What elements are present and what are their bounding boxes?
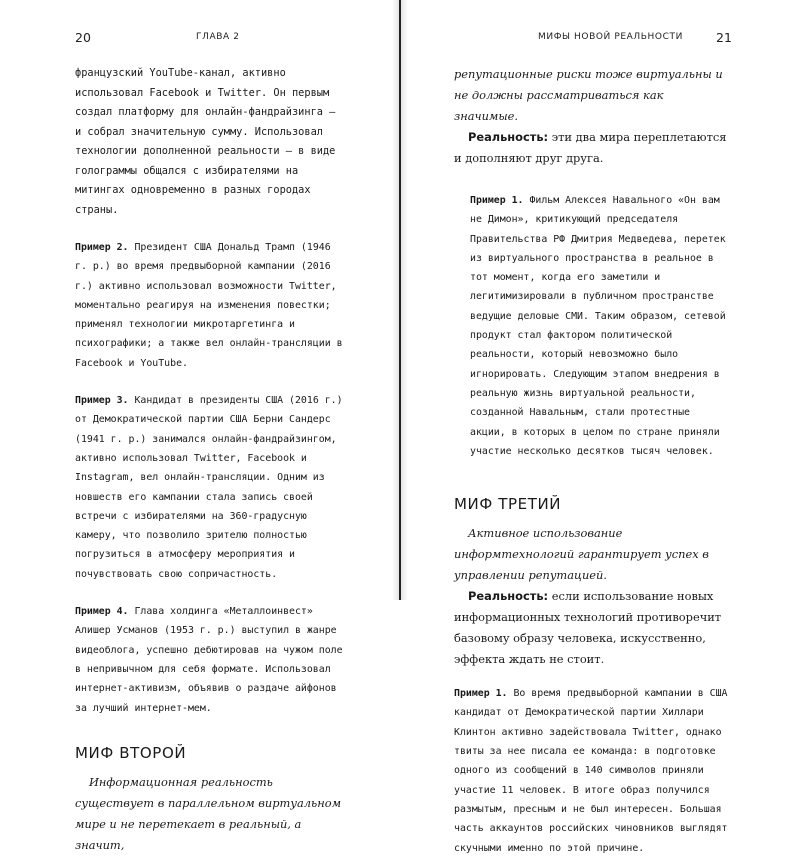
reality-1-label: Реальность: — [468, 130, 549, 144]
example-1b-label: Пример 1. — [454, 688, 508, 700]
gutter-divider — [399, 0, 401, 600]
right-running-title: МИФЫ НОВОЙ РЕАЛЬНОСТИ — [538, 32, 683, 42]
right-page-number: 21 — [716, 30, 732, 45]
example-1b-text: Во время предвыборной кампании в США кандидат от Демократической партии Хиллари Клинтон активно задействовала Twitter, однако твиты за нее писала ее команда: в подготовке одного из сообщений в 140 символов приняли участие 11 человек. В итоге образ получился размытым, пресным и не был интересен. Большая часть аккаунтов российских чиновников выглядят скучными именно по этой причине. — [454, 688, 728, 854]
example-2-text: Президент США Дональд Трамп (1946 г. р.) во время предвыборной кампании (2016 г.) активно использовал возможности Twitter, моментально реагируя на изменения повестки; применял технологии микротаргетинга и психографики; а также вел онлайн-трансляции в Facebook и YouTube. — [75, 242, 343, 369]
example-1-text: Фильм Алексея Навального «Он вам не Димон», критикующий председателя Правительства РФ Дмитрия Медведева, перетек из виртуального пространства в реальное в тот момент, когда его заметили и легитимизировали в публичном пространстве ведущие деловые СМИ. Таким образом, сетевой продукт стал фактором политической реальности, который невозможно было игнорировать. Следующим этапом внедрения в реальную жизнь виртуальной реальности, созданной Навальным, стали протестные акции, в которых в целом по стране приняли участие несколько десятков тысяч человек. — [470, 195, 726, 457]
example-1b-paragraph — [454, 684, 730, 858]
left-running-title: ГЛАВА 2 — [196, 32, 240, 42]
example-4-label: Пример 4. — [75, 606, 129, 618]
example-4-text: Глава холдинга «Металлоинвест» Алишер Усманов (1953 г. р.) выступил в жанре видеоблога, успешно дебютировав на чужом поле в непривычном для себя формате. Использовал интернет-активизм, объявив о раздаче айфонов за лучший интернет-мем. — [75, 606, 343, 714]
reality-1-text: эти два мира переплетаются и дополняют друг друга. — [454, 130, 727, 165]
left-page-number: 20 — [75, 30, 91, 45]
left-page — [0, 0, 396, 852]
example-3-label: Пример 3. — [75, 395, 129, 407]
example-2-paragraph — [75, 238, 343, 373]
example-3-text: Кандидат в президенты США (2016 г.) от Демократической партии США Берни Сандерс (1941 г. р.) занимался онлайн-фандрайзингом, активно использовал Twitter, Facebook и Instagram, вел онлайн-трансляции. Одним из новшеств его кампании стала запись своей встречи с избирателями на 360-градусную камеру, что позволило зрителю полностью погрузиться в атмосферу мероприятия и почувствовать свою сопричастность. — [75, 395, 343, 580]
myth-2-statement: Информационная реальность существует в параллельном виртуальном мире и не перетекает в реальный, а значит, — [75, 774, 342, 852]
reality-2-text: если использование новых информационных технологий противоречит базовому образу человека, искусственно, эффекта ждать не стоит. — [454, 589, 722, 667]
right-running-header — [404, 30, 800, 50]
myth-3-statement: Активное использование информтехнологий гарантирует успех в управлении репутацией. — [454, 526, 709, 583]
example-1-label: Пример 1. — [470, 195, 524, 206]
example-3-paragraph — [75, 391, 343, 584]
example-4-paragraph — [75, 602, 343, 718]
left-text-column — [75, 64, 343, 856]
reality-1-paragraph — [454, 127, 730, 169]
reality-2-paragraph — [454, 586, 730, 670]
example-1-paragraph — [470, 191, 730, 461]
reality-2-label: Реальность: — [468, 589, 549, 604]
myth-2-heading: МИФ ВТОРОЙ — [75, 743, 187, 762]
myth-3-heading: МИФ ТРЕТИЙ — [454, 495, 562, 514]
example-2-label: Пример 2. — [75, 242, 129, 253]
myth-2-continuation: репутационные риски тоже виртуальны и не должны рассматриваться как значимые. — [454, 67, 723, 123]
right-page — [404, 0, 800, 854]
left-running-header — [0, 30, 396, 50]
intro-paragraph: французский YouTube-канал, активно использовал Facebook и Twitter. Он первым создал платформу для онлайн-фандрайзинга – и собрал значительную сумму. Использовал технологии дополненной реальности – в виде голограммы общался с избирателями на митингах одновременно в разных городах страны. — [75, 67, 336, 216]
right-text-column — [454, 64, 730, 858]
